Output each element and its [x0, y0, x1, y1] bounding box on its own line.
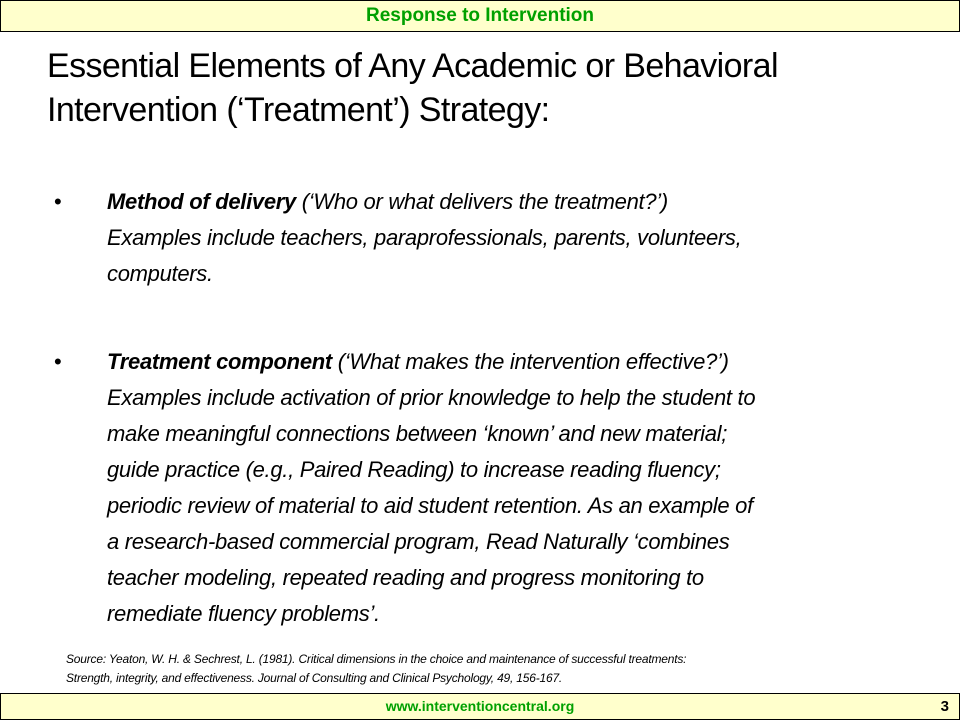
bullet-line-text: (‘What makes the intervention effective?’)	[331, 349, 729, 374]
bullet-term: Method of delivery	[107, 189, 296, 214]
source-citation	[66, 650, 926, 688]
page-number: 3	[940, 698, 949, 715]
footer-url-link[interactable]: www.interventioncentral.org	[385, 698, 575, 714]
bullet-line: Examples include teachers, paraprofessionals, parents, volunteers,	[107, 225, 742, 250]
source-line-2: Strength, integrity, and effectiveness. Journal of Consulting and Clinical Psychology, 49, 156-167.	[66, 671, 563, 685]
source-line-1: Source: Yeaton, W. H. & Sechrest, L. (1981). Critical dimensions in the choice and maintenance of successful treatments:	[66, 652, 687, 666]
bullet-line: teacher modeling, repeated reading and progress monitoring to	[107, 565, 704, 590]
slide-title-line-2: Intervention (‘Treatment’) Strategy:	[47, 91, 550, 129]
bullet-line: make meaningful connections between ‘known’ and new material;	[107, 421, 728, 446]
bullet-line	[107, 184, 922, 220]
header-title: Response to Intervention	[365, 5, 595, 26]
bullet-dot-icon: •	[54, 189, 62, 214]
bullet-text	[107, 184, 922, 292]
bullet-line: guide practice (e.g., Paired Reading) to increase reading fluency;	[107, 457, 721, 482]
bullet-term: Treatment component	[107, 349, 332, 374]
bullet-line: Examples include activation of prior knowledge to help the student to	[107, 385, 756, 410]
bullet-dot-icon: •	[54, 349, 62, 374]
bullet-line: computers.	[107, 261, 213, 286]
header-bar	[0, 0, 960, 32]
bullet-line-text: (‘Who or what delivers the treatment?’)	[295, 189, 668, 214]
bullet-line: a research-based commercial program, Read Naturally ‘combines	[107, 529, 730, 554]
bullet-line: periodic review of material to aid student retention. As an example of	[107, 493, 753, 518]
slide-title-line-1: Essential Elements of Any Academic or Behavioral	[47, 47, 778, 85]
bullet-line: remediate fluency problems’.	[107, 601, 380, 626]
footer-bar	[0, 693, 960, 720]
bullet-line	[107, 344, 922, 380]
bullet-text	[107, 344, 922, 632]
slide-title	[47, 44, 947, 132]
